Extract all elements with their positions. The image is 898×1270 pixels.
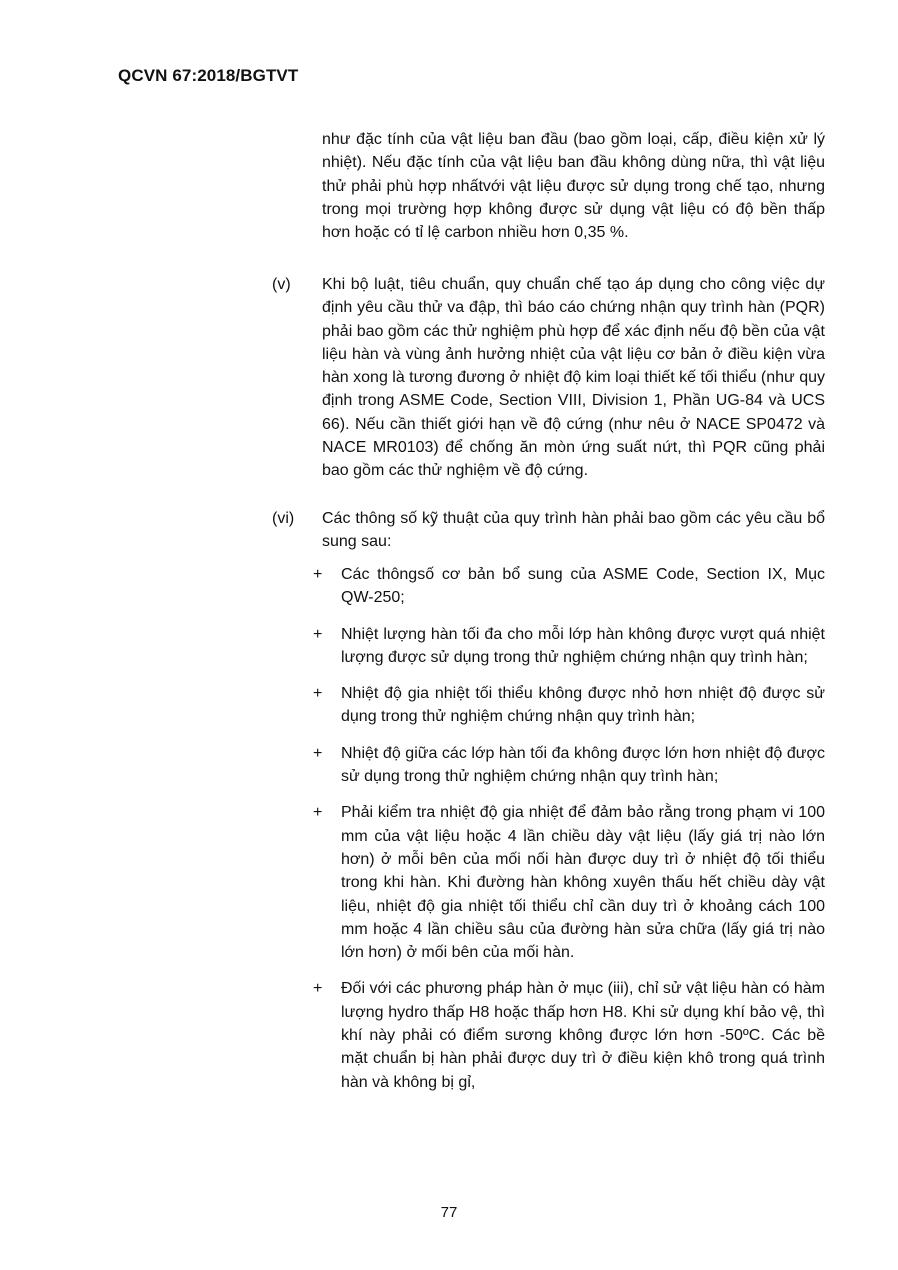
bullet-item [313,682,825,729]
plus-bullet-icon: + [313,980,323,998]
plus-bullet-icon: + [313,744,323,762]
document-code-header: QCVN 67:2018/BGTVT [118,66,299,85]
list-item-vi [272,507,825,554]
bullet-text: Đối với các phương pháp hàn ở mục (iii), chỉ sử vật liệu hàn có hàm lượng hydro thấp H8 hoặc thấp hơn H8. Khi sử dụng khí bảo vệ, thì khí này phải có điểm sương không được lớn hơn -50ºC. Các bề mặt chuẩn bị hàn phải được duy trì ở điều kiện khô trong quá trình hàn và không bị gỉ, [341,980,825,1091]
bullet-text: Nhiệt độ giữa các lớp hàn tối đa không được lớn hơn nhiệt độ được sử dụng trong thử nghiệm chứng nhận quy trình hàn; [341,744,825,786]
bullet-item [313,977,825,1093]
plus-bullet-icon: + [313,804,323,822]
item-label: (v) [272,276,291,293]
requirements-bullet-list [313,563,825,1107]
item-label: (vi) [272,510,295,527]
bullet-item [313,742,825,789]
bullet-text: Nhiệt độ gia nhiệt tối thiểu không được nhỏ hơn nhiệt độ được sử dụng trong thử nghiệm chứng nhận quy trình hàn; [341,685,825,726]
plus-bullet-icon: + [313,625,323,643]
bullet-item [313,801,825,964]
bullet-item [313,623,825,670]
item-text: Các thông số kỹ thuật của quy trình hàn phải bao gồm các yêu cầu bổ sung sau: [322,510,825,551]
plus-bullet-icon: + [313,685,323,703]
list-item-v [272,273,825,483]
continuation-paragraph: như đặc tính của vật liệu ban đầu (bao gồm loại, cấp, điều kiện xử lý nhiệt). Nếu đặc tính của vật liệu ban đầu không dùng nữa, thì vật liệu thử phải phù hợp nhấtvới vật liệu được sử dụng trong chế tạo, nhưng trong mọi trường hợp không được sử dụng vật liệu có độ bền thấp hơn hoặc có tỉ lệ carbon nhiều hơn 0,35 %. [322,131,825,242]
plus-bullet-icon: + [313,566,323,583]
bullet-text: Các thôngsố cơ bản bổ sung của ASME Code, Section IX, Mục QW-250; [341,566,825,607]
bullet-text: Phải kiểm tra nhiệt độ gia nhiệt để đảm bảo rằng trong phạm vi 100 mm của vật liệu hoặc 4 lần chiều dày vật liệu (lấy giá trị nào lớn hơn) ở mỗi bên của mối nối hàn được duy trì ở nhiệt độ tối thiểu trong khi hàn. Khi đường hàn không xuyên thấu hết chiều dày vật liệu, nhiệt độ gia nhiệt tối thiểu chỉ cần duy trì ở khoảng cách 100 mm hoặc 4 lần chiều sâu của đường hàn sửa chữa (lấy giá trị nào lớn hơn) ở mối bên của mối hàn. [341,804,825,962]
page-number: 77 [440,1204,458,1221]
bullet-text: Nhiệt lượng hàn tối đa cho mỗi lớp hàn không được vượt quá nhiệt lượng được sử dụng trong thử nghiệm chứng nhận quy trình hàn; [341,625,825,666]
bullet-item [313,563,825,610]
item-text: Khi bộ luật, tiêu chuẩn, quy chuẩn chế tạo áp dụng cho công việc dự định yêu cầu thử va đập, thì báo cáo chứng nhận quy trình hàn (PQR) phải bao gồm các thử nghiệm phù hợp để xác định nếu độ bền của vật liệu hàn và vùng ảnh hưởng nhiệt của vật liệu cơ bản ở điều kiện vừa hàn xong là tương đương ở nhiệt độ kim loại thiết kế tối thiểu (như quy định trong ASME Code, Section VIII, Division 1, Phần UG-84 và UCS 66). Nếu cần thiết giới hạn về độ cứng (như nêu ở NACE SP0472 và NACE MR0103) để chống ăn mòn ứng suất nứt, thì PQR cũng phải bao gồm các thử nghiệm về độ cứng. [322,276,826,480]
